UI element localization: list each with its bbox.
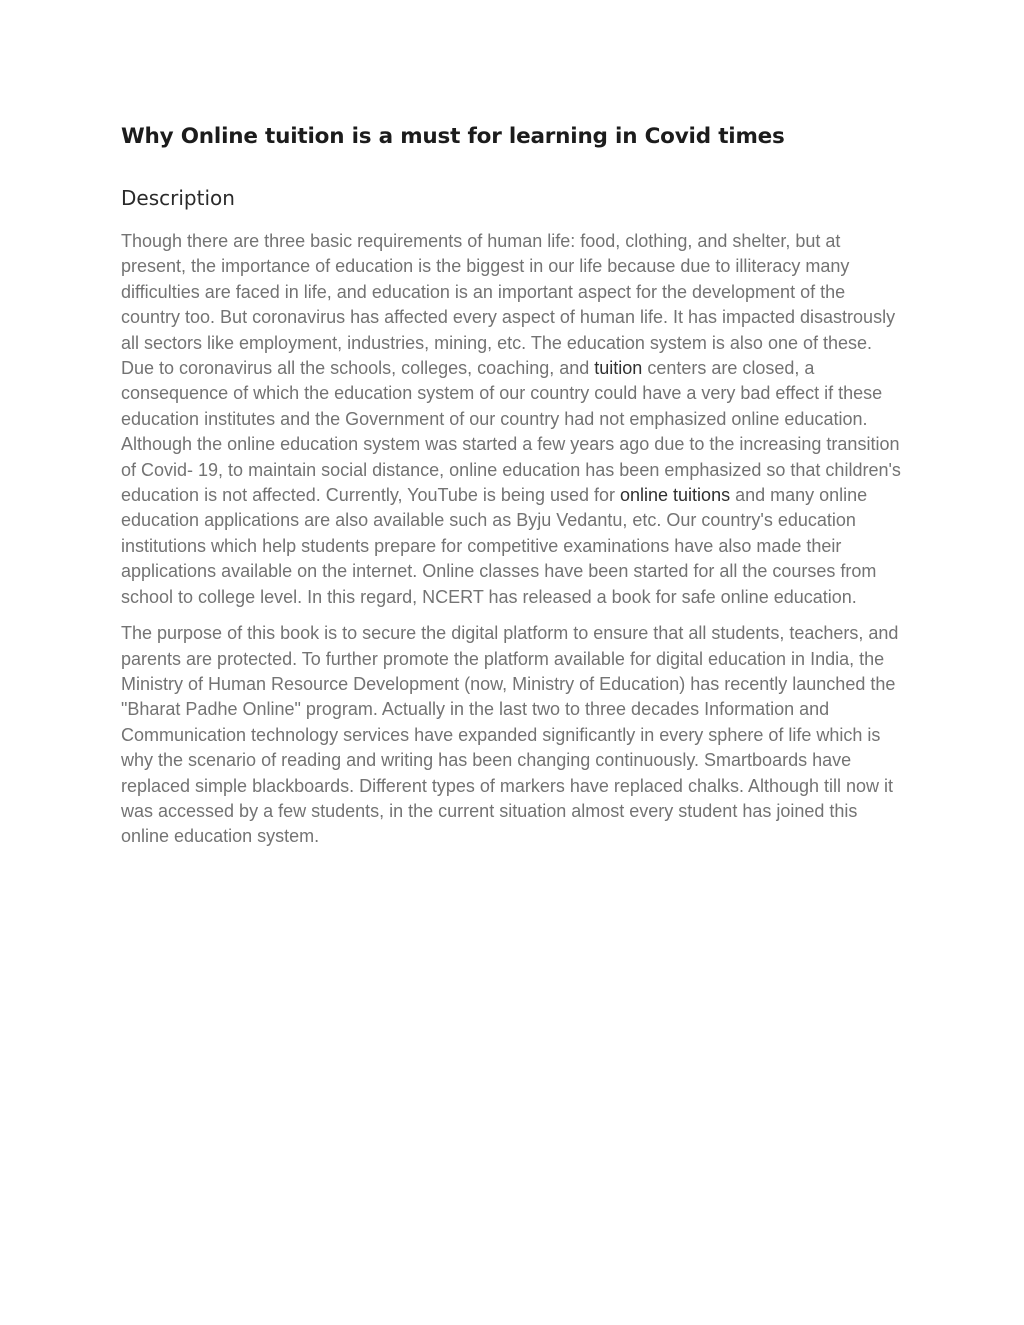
section-heading-description: Description [121,186,235,210]
paragraph-1-text-b: centers are closed, a consequence of which the education system of our country could have a very bad effect if these education institutes and the Government of our country had not emphasized online education. Although the online education system was started a few years ago due to the increasing transition of Covid- 19, to maintain social distance, online education has been emphasized so that children's education is not affected. Currently, YouTube is being used for [121,358,901,506]
paragraph-2: The purpose of this book is to secure the digital platform to ensure that all students, teachers, and parents are protected. To further promote the platform available for digital education in India, the Ministry of Human Resource Development (now, Ministry of Education) has recently launched the "Bharat Padhe Online" program. Actually in the last two to three decades Information and Communication technology services have expanded significantly in every sphere of life which is why the scenario of reading and writing has been changing continuously. Smartboards have replaced simple blackboards. Different types of markers have replaced chalks. Although till now it was accessed by a few students, in the current situation almost every student has joined this online education system. [121,623,899,847]
paragraph-1 [121,229,906,610]
online-tuitions-link[interactable]: online tuitions [620,485,731,506]
tuition-link[interactable]: tuition [594,358,643,379]
page-title: Why Online tuition is a must for learning in Covid times [121,124,785,149]
document-page [121,120,906,850]
paragraph-1-text-c: and many online education applications are also available such as Byju Vedantu, etc. Our country's education institutions which help students prepare for competitive examinations have also made their applications available on the internet. Online classes have been started for all the courses from school to college level. In this regard, NCERT has released a book for safe online education. [121,485,877,607]
paragraph-1-text-a: Though there are three basic requirements of human life: food, clothing, and shelter, but at present, the importance of education is the biggest in our life because due to illiteracy many difficulties are faced in life, and education is an important aspect for the development of the country too. But coronavirus has affected every aspect of human life. It has impacted disastrously all sectors like employment, industries, mining, etc. The education system is also one of these. Due to coronavirus all the schools, colleges, coaching, and [121,231,896,379]
